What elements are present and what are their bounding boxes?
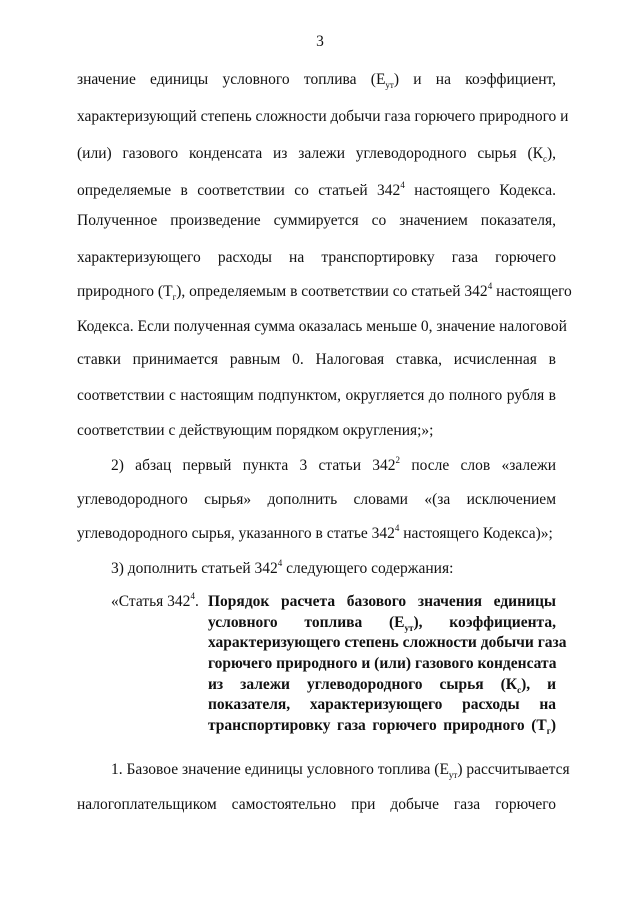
text-run: 1. Базовое значение единицы условного топлива (Е xyxy=(111,761,449,778)
text-run: «Статья 342 xyxy=(111,593,191,610)
article-title-line xyxy=(208,613,556,634)
subscript: с xyxy=(517,685,522,695)
subscript: с xyxy=(542,154,547,164)
text-run: ) и на коэффициент, xyxy=(393,71,556,88)
text-run: настоящего xyxy=(492,283,572,300)
paragraph-line xyxy=(77,70,556,91)
text-run: следующего содержания: xyxy=(282,560,454,577)
text-run: ) xyxy=(550,717,556,734)
superscript: 4 xyxy=(277,558,283,568)
superscript: 2 xyxy=(395,455,401,465)
text-run: настоящего Кодекса)»; xyxy=(399,525,553,542)
paragraph-line: характеризующего расходы на транспортировку газа горючего xyxy=(77,249,556,266)
article-title-line: характеризующего степень сложности добычи газа xyxy=(208,634,567,651)
paragraph-line: характеризующий степень сложности добычи газа горючего природного и xyxy=(77,108,569,125)
subscript: ут xyxy=(404,623,414,633)
paragraph-line: соответствии с настоящим подпунктом, округляется до полного рубля в xyxy=(77,387,556,404)
text-run: транспортировку газа горючего природного (Т xyxy=(208,717,547,734)
text-run: углеводородного сырья, указанного в статье 342 xyxy=(77,525,395,542)
paragraph-line: соответствии с действующим порядком округления;»; xyxy=(77,422,434,439)
text-run: (или) газового конденсата из залежи углеводородного сырья (К xyxy=(77,145,543,162)
text-run: определяемые в соответствии со статьей 342 xyxy=(77,182,401,199)
paragraph-line xyxy=(77,144,556,165)
article-label xyxy=(111,592,199,613)
paragraph-line: ставки принимается равным 0. Налоговая ставка, исчисленная в xyxy=(77,351,556,368)
article-title-line xyxy=(208,716,556,737)
subscript: ут xyxy=(448,770,458,780)
superscript: 4 xyxy=(394,523,400,533)
text-run: ), xyxy=(546,145,556,162)
paragraph-line xyxy=(77,181,556,202)
text-run: 2) абзац первый пункта 3 статьи 342 xyxy=(111,457,396,474)
subscript: г xyxy=(172,292,177,302)
text-run: ), коэффициента, xyxy=(413,614,556,631)
list-item-line: углеводородного сырья» дополнить словами «(за исключением xyxy=(77,491,556,508)
subscript: г xyxy=(546,726,551,736)
paragraph-line: Кодекса. Если полученная сумма оказалась меньше 0, значение налоговой xyxy=(77,318,567,335)
text-run: . xyxy=(194,593,199,610)
list-item-line xyxy=(111,456,556,477)
paragraph-line: Полученное произведение суммируется со значением показателя, xyxy=(77,212,556,229)
list-item-line xyxy=(77,524,556,545)
article-title-line: показателя, характеризующего расходы на xyxy=(208,696,556,713)
paragraph-line: налогоплательщиком самостоятельно при добыче газа горючего xyxy=(77,796,556,813)
text-run: условного топлива (Е xyxy=(208,614,405,631)
superscript: 4 xyxy=(190,591,195,601)
text-run: ) рассчитывается xyxy=(457,761,570,778)
list-item-line xyxy=(111,559,556,580)
superscript: 4 xyxy=(400,180,405,190)
paragraph-line xyxy=(77,281,572,303)
text-run: значение единицы условного топлива (Е xyxy=(77,71,386,88)
paragraph-line xyxy=(111,760,570,781)
text-run: ), и xyxy=(521,676,556,693)
article-title-line: Порядок расчета базового значения единицы xyxy=(208,593,556,610)
text-run: настоящего Кодекса. xyxy=(404,182,556,199)
page-number: 3 xyxy=(316,33,324,50)
text-run: из залежи углеводородного сырья (К xyxy=(208,676,518,693)
article-title-line xyxy=(208,675,556,696)
subscript: ут xyxy=(385,80,394,90)
text-run: ), определяемым в соответствии со статьей 342 xyxy=(176,283,488,300)
text-run: после слов «залежи xyxy=(400,457,556,474)
article-title-line: горючего природного и (или) газового конденсата xyxy=(208,655,557,672)
text-run: природного (Т xyxy=(77,283,173,300)
text-run: 3) дополнить статьей 342 xyxy=(111,560,278,577)
superscript: 4 xyxy=(487,281,493,291)
